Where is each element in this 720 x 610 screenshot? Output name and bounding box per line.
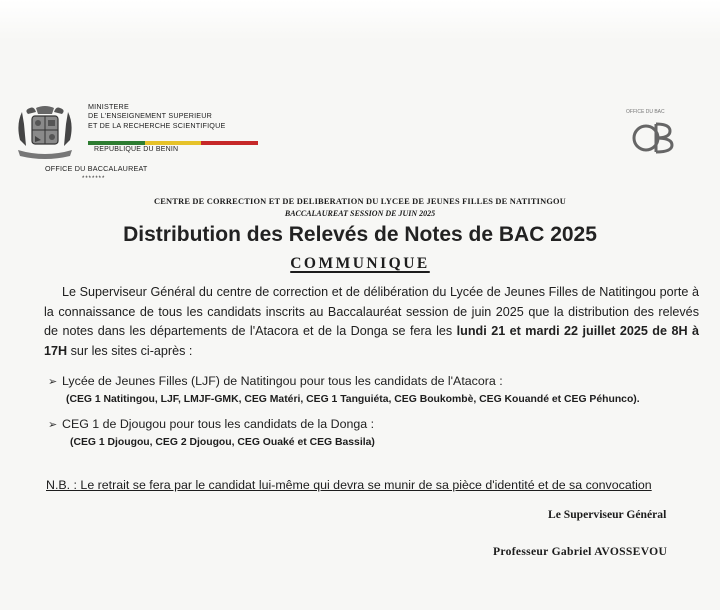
page-top-edge — [0, 0, 720, 40]
communique-label: COMMUNIQUE — [290, 255, 430, 272]
arrow-bullet-icon: ➢ — [48, 419, 58, 431]
session-name: BACCALAUREAT SESSION DE JUIN 2025 — [284, 209, 436, 218]
office-logo-caption: OFFICE DU BAC — [626, 109, 665, 115]
decorative-stars: ******* — [82, 176, 106, 182]
coat-of-arms-icon — [12, 104, 78, 162]
office-bac-logo-icon — [628, 114, 678, 158]
office-name: OFFICE DU BACCALAUREAT — [45, 164, 148, 173]
ministry-line-3: ET DE LA RECHERCHE SCIENTIFIQUE — [88, 120, 226, 130]
site-1-label: Lycée de Jeunes Filles (LJF) de Natitingou pour tous les candidats de l'Atacora : — [62, 374, 503, 388]
intro-paragraph — [44, 283, 699, 361]
signatory-name: Professeur Gabriel AVOSSEVOU — [493, 545, 668, 558]
flag-stripe — [88, 141, 258, 145]
document-title: Distribution des Relevés de Notes de BAC 2025 — [123, 223, 597, 246]
signatory-role: Le Superviseur Général — [548, 508, 667, 521]
republic-name: REPUBLIQUE DU BENIN — [94, 146, 179, 153]
centre-name: CENTRE DE CORRECTION ET DE DELIBERATION DU LYCEE DE JEUNES FILLES DE NATITINGOU — [154, 197, 566, 206]
site-1-detail: (CEG 1 Natitingou, LJF, LMJF-GMK, CEG Matéri, CEG 1 Tanguiéta, CEG Boukombè, CEG Kouandé et CEG Péhunco). — [66, 394, 640, 405]
communique-heading — [0, 255, 720, 273]
intro-text: Le Superviseur Général du centre de correction et de délibération du Lycée de Jeunes Filles de Natitingou porte à la connaissance de tous les candidats inscrits au Baccalauréat session de juin 2025 que la distribution des relevés de notes dans les départements de l'Atacora et de la Donga se fera les — [44, 285, 699, 339]
intro-end: sur les sites ci-après : — [67, 343, 193, 358]
arrow-bullet-icon: ➢ — [48, 376, 58, 388]
ministry-line-1: MINISTERE — [88, 102, 129, 111]
ministry-name — [88, 102, 225, 130]
nota-bene: N.B. : Le retrait se fera par le candidat lui-même qui devra se munir de sa pièce d'identité et de sa convocation — [46, 478, 652, 492]
site-2-label: CEG 1 de Djougou pour tous les candidats de la Donga : — [62, 417, 375, 431]
distribution-dates: lundi 21 et mardi 22 juillet 2025 de 8H à 17H — [44, 324, 700, 358]
ministry-line-2: DE L'ENSEIGNEMENT SUPERIEUR — [88, 111, 213, 121]
site-2-detail: (CEG 1 Djougou, CEG 2 Djougou, CEG Ouaké et CEG Bassila) — [70, 437, 375, 448]
